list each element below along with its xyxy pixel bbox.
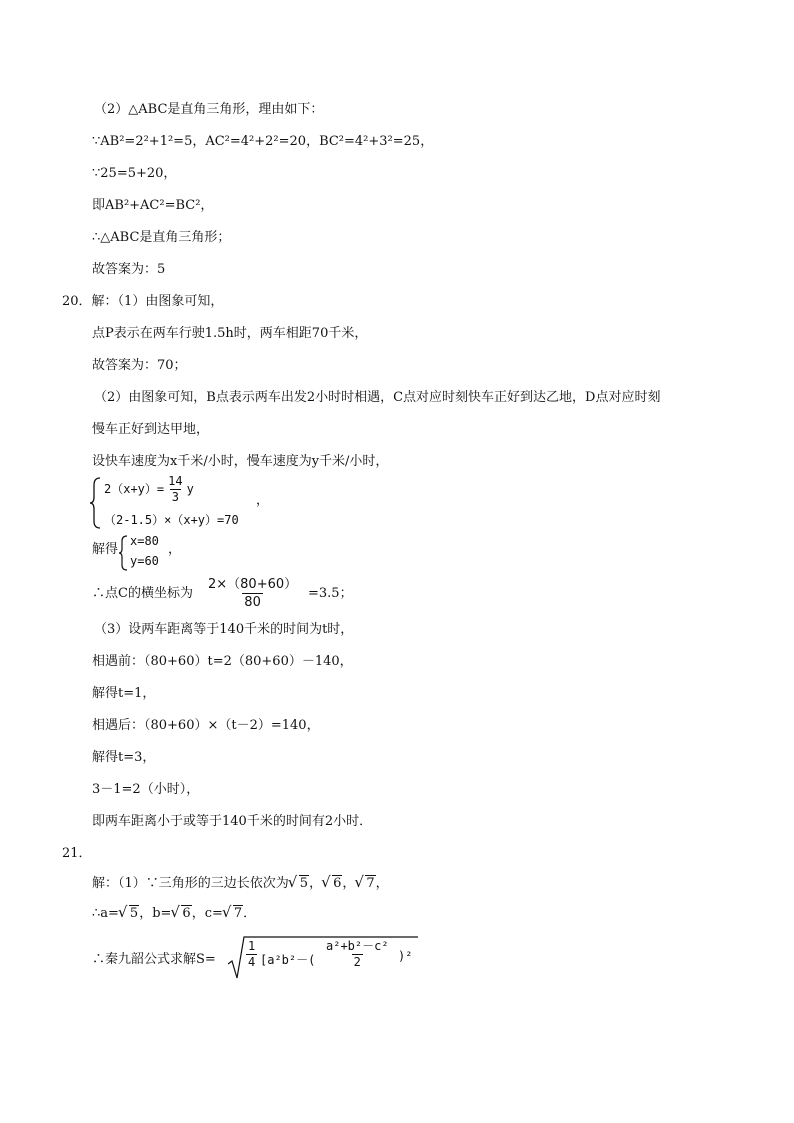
sides-intro: 解：（1）∵三角形的三边长依次为	[92, 876, 289, 891]
line-abc-values: ∴a=√ 5，b=√ 6，c=√ 7．	[92, 905, 256, 923]
sqrt-5: √ 5	[289, 875, 309, 893]
c-equals: ，c=	[191, 906, 223, 921]
line-qin-formula-label: ∴秦九韶公式求解S=	[92, 952, 216, 967]
line-squares: ∵AB²=2²+1²=5，AC²=4²+2²=20，BC²=4²+3²=25，	[92, 134, 434, 149]
line-time-diff: 3－1=2（小时），	[92, 782, 200, 797]
line-sum: ∵25=5+20，	[92, 166, 177, 181]
fraction-denominator: 80	[244, 595, 261, 610]
equation-1	[104, 474, 194, 505]
equation-1-variable: y	[186, 482, 194, 496]
fraction-14-3	[166, 474, 184, 505]
fraction-c-coordinate	[206, 576, 299, 611]
line-answer-70: 故答案为：70；	[92, 358, 187, 373]
fraction-numerator: 2×（80+60）	[208, 577, 298, 592]
fraction-denominator: 4	[248, 955, 256, 969]
fraction-denominator: 3	[171, 490, 179, 504]
line-speeds: 设快车速度为x千米/小时，慢车速度为y千米/小时，	[92, 454, 389, 469]
sqrt-7: √ 7	[223, 905, 243, 923]
line-q20-conclusion: 即两车距离小于或等于140千米的时间有2小时．	[92, 814, 373, 829]
line-q21-heading: 21．	[62, 846, 92, 861]
line-solve-t3: 解得t=3，	[92, 750, 156, 765]
solve-label: 解得	[92, 542, 119, 557]
solution-x: x=80	[130, 534, 159, 548]
brace-icon	[119, 535, 129, 571]
sqrt-6: √ 6	[171, 905, 191, 923]
fraction-numerator: 14	[168, 474, 183, 488]
line-answer-5: 故答案为：5	[92, 262, 166, 277]
b-equals: ，b=	[139, 906, 172, 921]
brace-icon	[90, 477, 102, 529]
equation-2: （2-1.5）×（x+y）=70	[104, 513, 239, 527]
sqrt-7: √ 7	[355, 875, 375, 893]
equation-system-comma: ，	[256, 493, 270, 508]
fraction-one-quarter	[246, 939, 257, 970]
a-equals: ∴a=	[92, 906, 119, 921]
line-c-coordinate	[92, 585, 193, 603]
line-pythagoras: 即AB²+AC²=BC²，	[92, 198, 214, 213]
line-conclusion: ∴△ABC是直角三角形；	[92, 230, 231, 245]
formula-close: )²	[398, 949, 413, 963]
fraction-numerator: a²+b²－c²	[326, 939, 389, 953]
line-after-meeting: 相遇后：（80+60）×（t－2）=140，	[92, 718, 320, 733]
solution-comma: ，	[168, 542, 182, 557]
line-part3-heading: （3）设两车距离等于140千米的时间为t时，	[94, 622, 354, 637]
fraction-inner	[324, 939, 391, 970]
solution-y: y=60	[130, 554, 159, 568]
equation-1-left: 2（x+y）=	[104, 482, 165, 496]
line-point-p: 点P表示在两车行驶1.5h时，两车相距70千米，	[92, 326, 368, 341]
line-triangle-sides: 解：（1）∵三角形的三边长依次为√ 5，√ 6，√ 7，	[92, 875, 389, 893]
line-slow-car: 慢车正好到达甲地，	[92, 422, 210, 437]
line-before-meeting: 相遇前：（80+60）t=2（80+60）－140，	[92, 654, 353, 669]
line-solve-t1: 解得t=1，	[92, 686, 156, 701]
c-label: ∴点C的横坐标为	[92, 586, 193, 601]
sqrt-6: √ 6	[322, 875, 342, 893]
line-part2-heading: （2）△ABC是直角三角形，理由如下：	[94, 102, 324, 117]
line-q20-heading: 20．解：（1）由图象可知，	[62, 294, 224, 309]
fraction-numerator: 1	[248, 939, 256, 953]
line-part2-graph: （2）由图象可知，B点表示两车出发2小时时相遇，C点对应时刻快车正好到达乙地，D点对应时刻	[94, 390, 661, 405]
sqrt-5: √ 5	[119, 905, 139, 923]
c-result: =3.5；	[308, 586, 353, 601]
fraction-denominator: 2	[353, 955, 361, 969]
formula-body: [a²b²－(	[260, 953, 316, 967]
